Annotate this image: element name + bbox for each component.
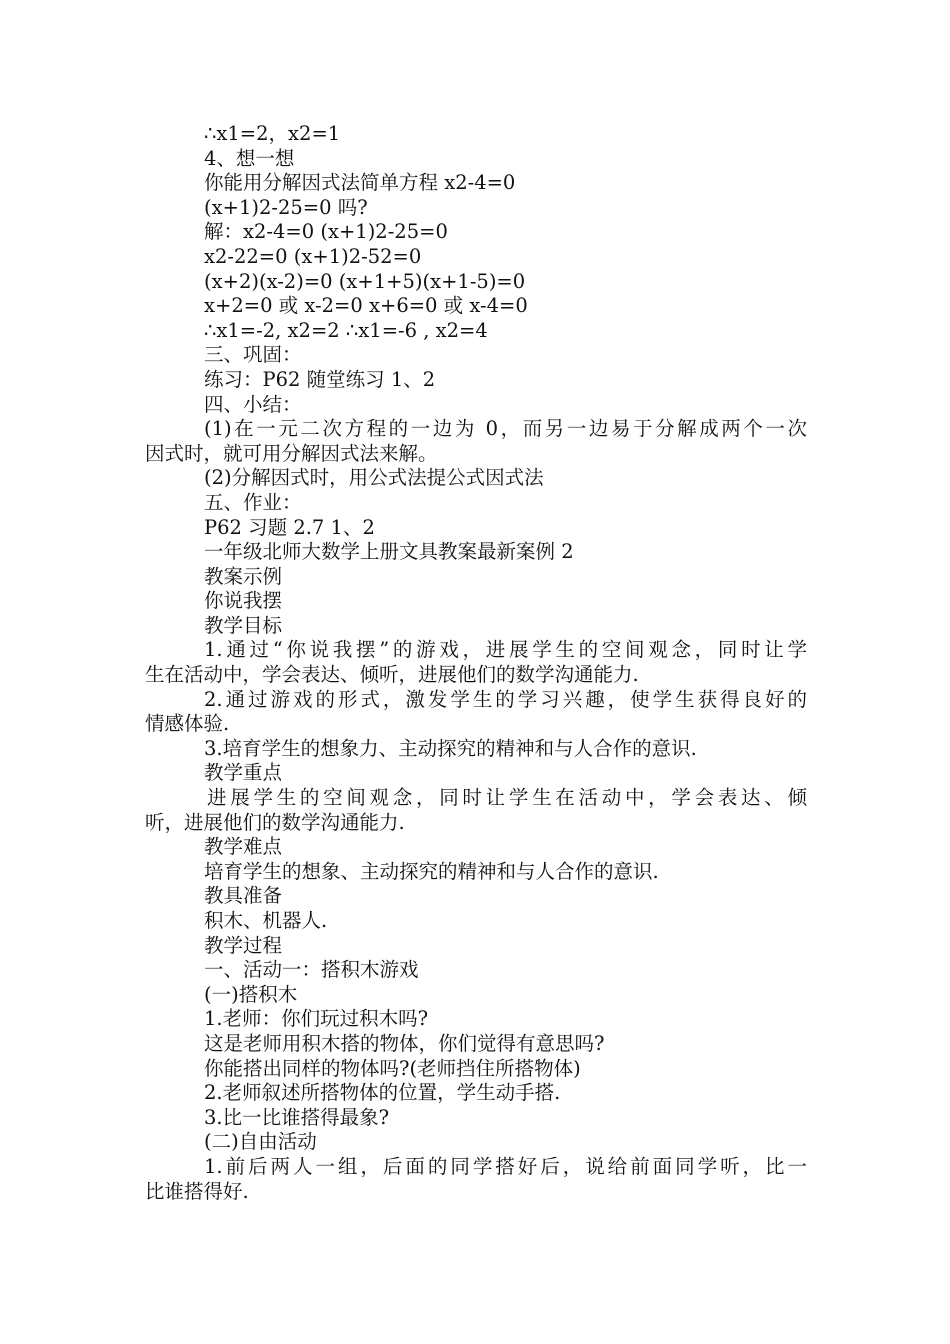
text-line: 3.培育学生的想象力、主动探究的精神和与人合作的意识. bbox=[204, 736, 697, 760]
text-line: 四、小结： bbox=[204, 392, 302, 416]
text-line: 这是老师用积木搭的物体，你们觉得有意思吗? bbox=[204, 1031, 605, 1055]
text-line: 积木、机器人. bbox=[204, 909, 328, 932]
text-line: 一、活动一：搭积木游戏 bbox=[204, 958, 419, 982]
text-line: 因式时，就可用分解因式法来解。 bbox=[145, 441, 438, 465]
text-line: 你能搭出同样的物体吗?(老师挡住所搭物体) bbox=[204, 1056, 581, 1080]
text-line: x+2=0 或 x-2=0 x+6=0 或 x-4=0 bbox=[204, 294, 528, 318]
text-line: 三、巩固： bbox=[204, 343, 302, 367]
text-line: 比谁搭得好. bbox=[145, 1179, 249, 1203]
text-line: 1.通过“你说我摆”的游戏，进展学生的空间观念，同时让学 bbox=[204, 638, 807, 662]
text-line: 培育学生的想象、主动探究的精神和与人合作的意识. bbox=[204, 859, 659, 883]
text-line: 你能用分解因式法简单方程 x2-4=0 bbox=[204, 171, 516, 195]
document-body bbox=[145, 122, 807, 1204]
text-line: (1)在一元二次方程的一边为 0，而另一边易于分解成两个一次 bbox=[204, 417, 807, 441]
text-line: 解：x2-4=0 (x+1)2-25=0 bbox=[204, 220, 448, 244]
text-line: 教学重点 bbox=[204, 761, 283, 785]
text-line: 你说我摆 bbox=[204, 589, 283, 613]
text-line: 2.通过游戏的形式，激发学生的学习兴趣，使学生获得良好的 bbox=[204, 687, 807, 711]
text-line: ∴x1=-2, x2=2 ∴x1=-6 , x2=4 bbox=[204, 318, 488, 342]
text-line: 听，进展他们的数学沟通能力. bbox=[145, 810, 405, 834]
text-line: 1.老师：你们玩过积木吗? bbox=[204, 1007, 429, 1031]
text-line: 情感体验. bbox=[145, 712, 230, 736]
text-line: (x+2)(x-2)=0 (x+1+5)(x+1-5)=0 bbox=[204, 269, 526, 293]
text-line: (二)自由活动 bbox=[204, 1130, 317, 1154]
text-line: P62 习题 2.7 1、2 bbox=[204, 515, 375, 539]
text-line: (x+1)2-25=0 吗? bbox=[204, 195, 368, 219]
text-line: 1.前后两人一组，后面的同学搭好后，说给前面同学听，比一 bbox=[204, 1154, 807, 1178]
text-line: 教具准备 bbox=[204, 884, 283, 908]
text-line: 3.比一比谁搭得最象? bbox=[204, 1105, 390, 1129]
text-line: 练习：P62 随堂练习 1、2 bbox=[204, 367, 436, 391]
text-line: 生在活动中，学会表达、倾听，进展他们的数学沟通能力. bbox=[145, 663, 639, 687]
text-line: 2.老师叙述所搭物体的位置，学生动手搭. bbox=[204, 1081, 561, 1105]
text-line: 教学目标 bbox=[204, 613, 283, 637]
text-line: 一年级北师大数学上册文具教案最新案例 2 bbox=[204, 540, 574, 564]
text-line: 4、想一想 bbox=[204, 146, 295, 170]
text-line: x2-22=0 (x+1)2-52=0 bbox=[204, 244, 422, 268]
text-line: (一)搭积木 bbox=[204, 982, 298, 1006]
text-line: 教学过程 bbox=[204, 933, 283, 957]
text-line: ∴x1=2，x2=1 bbox=[204, 122, 341, 145]
text-line: 进展学生的空间观念，同时让学生在活动中，学会表达、倾 bbox=[207, 786, 807, 810]
text-line: 五、作业： bbox=[204, 490, 302, 514]
text-line: (2)分解因式时，用公式法提公式因式法 bbox=[204, 466, 544, 490]
text-line: 教学难点 bbox=[204, 835, 283, 859]
text-line: 教案示例 bbox=[204, 564, 283, 588]
